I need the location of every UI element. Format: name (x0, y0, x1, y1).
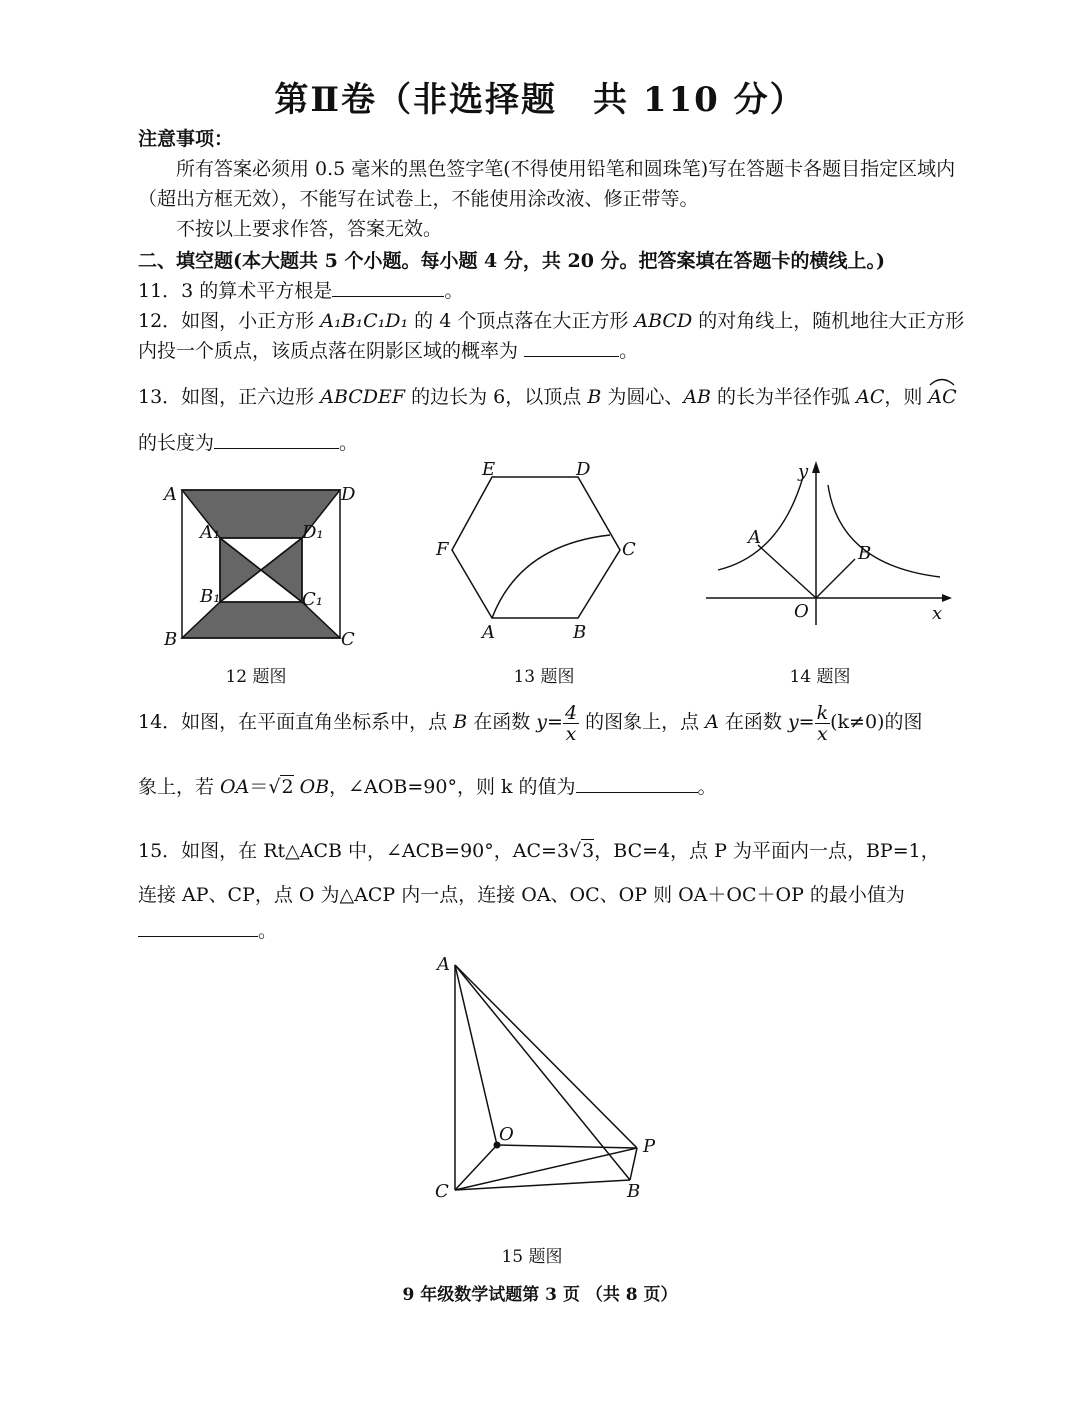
label-F: F (436, 539, 449, 560)
label-B: B (627, 1181, 641, 1202)
label-D1: D₁ (302, 522, 324, 543)
label-P: P (643, 1136, 656, 1157)
notice-heading: 注意事项： (138, 128, 234, 150)
caption-13: 13 题图 (513, 667, 575, 687)
label-y: y (798, 461, 809, 482)
label-O: O (499, 1124, 514, 1145)
page-footer: 9 年级数学试题第 3 页 （共 8 页） (402, 1285, 678, 1305)
label-B: B (858, 543, 872, 564)
notice-line1: 所有答案必须用 0.5 毫米的黑色签字笔(不得使用铅笔和圆珠笔)写在答题卡各题目指定区域内（超出方框无效），不能写在试卷上，不能使用涂改液、修正带等。 (138, 158, 956, 210)
question-12: 12．如图，小正方形 A₁B₁C₁D₁ 的 4 个顶点落在大正方形 ABCD 的对角线上，随机地往大正方形内投一个质点，该质点落在阴影区域的概率为 。 (138, 310, 965, 362)
figure-14 (700, 455, 960, 630)
label-D: D (576, 459, 591, 480)
label-B: B (573, 622, 587, 643)
label-x: x (932, 603, 943, 624)
q11-text: 11．3 的算术平方根是 (138, 280, 333, 302)
notice-line2: 不按以上要求作答，答案无效。 (176, 218, 443, 240)
label-E: E (482, 459, 496, 480)
caption-14: 14 题图 (789, 667, 851, 687)
label-C1: C₁ (302, 589, 323, 610)
question-13: 13．如图，正六边形 ABCDEF 的边长为 6，以顶点 B 为圆心、AB 的长为半径作弧 AC，则 AC (138, 382, 968, 412)
question-15-line3: 。 (138, 916, 968, 946)
label-C: C (622, 539, 636, 560)
label-C: C (341, 629, 355, 650)
question-13-line2: 的长度为 。 (138, 432, 359, 454)
answer-blank-15 (138, 918, 258, 937)
label-B1: B₁ (200, 586, 221, 607)
section-heading: 二、填空题(本大题共 5 个小题。每小题 4 分，共 20 分。把答案填在答题卡的横线上。) (138, 250, 886, 272)
label-B: B (164, 629, 178, 650)
label-A: A (437, 954, 450, 975)
caption-12: 12 题图 (225, 667, 287, 687)
label-D: D (341, 484, 356, 505)
label-O: O (794, 601, 809, 622)
question-14-line2: 象上，若 OA＝√2 OB，∠AOB=90°，则 k 的值为 。 (138, 776, 717, 798)
page-title: 第Ⅱ卷（非选择题 共 110 分） (274, 80, 806, 120)
question-14: 14．如图，在平面直角坐标系中，点 B 在函数 y= $\frac{4}{x}$ 的图象上，点 A 在函数 y= $\frac{k}{x}$ (k≠0)的图 (138, 701, 923, 745)
label-A1: A₁ (200, 522, 221, 543)
label-C: C (435, 1181, 449, 1202)
question-15-line2: 连接 AP、CP，点 O 为△ACP 内一点，连接 OA、OC、OP 则 OA＋OC＋OP 的最小值为 (138, 884, 905, 906)
caption-15: 15 题图 (501, 1247, 563, 1267)
answer-blank-13 (214, 430, 339, 449)
arc-ac-symbol: AC (928, 382, 956, 412)
answer-blank-11 (332, 278, 444, 297)
figure-13 (430, 455, 650, 645)
label-A: A (748, 527, 761, 548)
figure-12 (160, 480, 360, 660)
answer-blank-12 (524, 338, 619, 357)
label-A: A (164, 484, 177, 505)
answer-blank-14 (576, 774, 698, 793)
label-A: A (482, 622, 495, 643)
question-15: 15．如图，在 Rt△ACB 中，∠ACB=90°，AC=3√3，BC=4，点 P 为平面内一点，BP=1， (138, 840, 940, 862)
figure-15 (425, 945, 665, 1205)
question-11: 11．3 的算术平方根是 。 (138, 280, 464, 302)
